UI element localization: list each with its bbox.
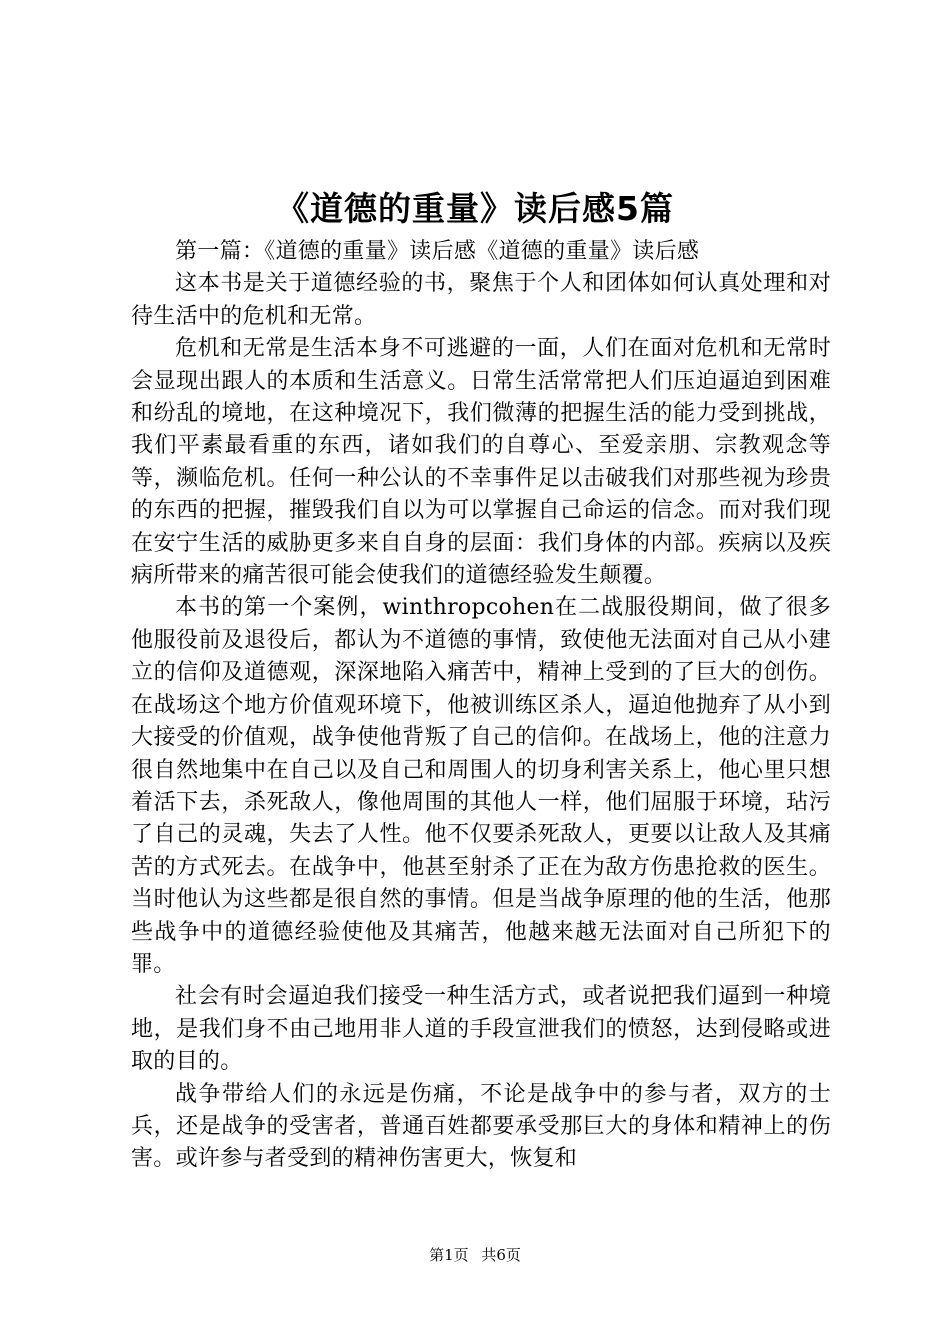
paragraph: 社会有时会逼迫我们接受一种生活方式，或者说把我们逼到一种境地，是我们身不由己地用非人道的手段宣泄我们的愤怒，达到侵略或进取的目的。	[131, 984, 831, 1075]
section-heading: 第一篇：《道德的重量》读后感《道德的重量》读后感	[175, 239, 700, 264]
document-title: 《道德的重量》读后感5篇	[276, 189, 674, 228]
page-total: 共6页	[481, 1246, 521, 1264]
document-body	[131, 236, 831, 1176]
paragraph: 本书的第一个案例，winthropcohen在二战服役期间，做了很多他服役前及退役后，都认为不道德的事情，致使他无法面对自己从小建立的信仰及道德观，深深地陷入痛苦中，精神上受到的了巨大的创伤。在战场这个地方价值观环境下，他被训练区杀人，逼迫他抛弃了从小到大接受的价值观，战争使他背叛了自己的信仰。在战场上，他的注意力很自然地集中在自己以及自己和周围人的切身利害关系上，他心里只想着活下去，杀死敌人，像他周围的其他人一样，他们屈服于环境，玷污了自己的灵魂，失去了人性。他不仅要杀死敌人，更要以让敌人及其痛苦的方式死去。在战争中，他甚至射杀了正在为敌方伤患抢救的医生。当时他认为这些都是很自然的事情。但是当战争原理的他的生活，他那些战争中的道德经验使他及其痛苦，他越来越无法面对自己所犯下的罪。	[131, 595, 831, 977]
page-number: 第1页	[429, 1246, 469, 1264]
paragraph: 危机和无常是生活本身不可逃避的一面，人们在面对危机和无常时会显现出跟人的本质和生活意义。日常生活常常把人们压迫逼迫到困难和纷乱的境地，在这种境况下，我们微薄的把握生活的能力受到挑战，我们平素最看重的东西，诸如我们的自尊心、至爱亲朋、宗教观念等等，濒临危机。任何一种公认的不幸事件足以击破我们对那些视为珍贵的东西的把握，摧毁我们自以为可以掌握自己命运的信念。而对我们现在安宁生活的威胁更多来自自身的层面：我们身体的内部。疾病以及疾病所带来的痛苦很可能会使我们的道德经验发生颠覆。	[131, 336, 831, 589]
page-footer	[0, 1245, 950, 1265]
paragraph: 战争带给人们的永远是伤痛，不论是战争中的参与者，双方的士兵，还是战争的受害者，普通百姓都要承受那巨大的身体和精神上的伤害。或许参与者受到的精神伤害更大，恢复和	[131, 1081, 831, 1172]
paragraph: 这本书是关于道德经验的书，聚焦于个人和团体如何认真处理和对待生活中的危机和无常。	[131, 271, 831, 329]
